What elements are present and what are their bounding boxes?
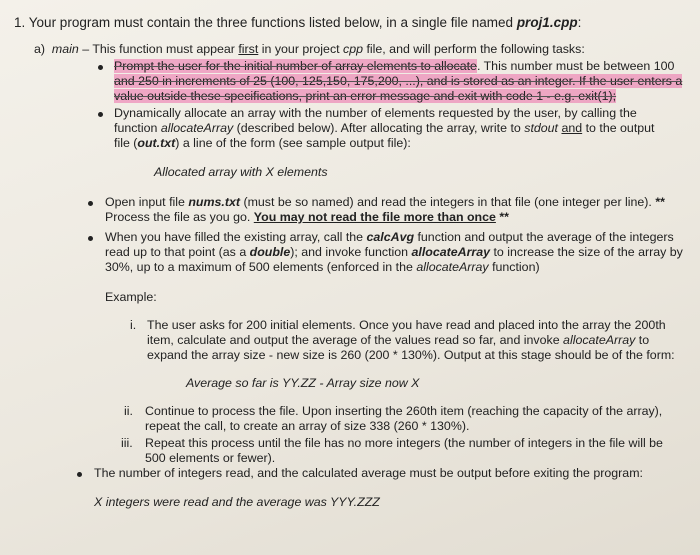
- bullet-3-line-2: Process the file as you go. You may not read the file more than once **: [105, 210, 509, 224]
- function-name: main: [51, 42, 79, 56]
- bullet-1-line-1: Prompt the user for the initial number of array elements to allocate. This number must be between 100: [114, 59, 675, 73]
- example-i-line-3: expand the array size - new size is 260 (200 * 130%). Output at this stage should be of the form:: [147, 348, 675, 362]
- bullet-icon: [88, 201, 93, 206]
- sample-output-average: Average so far is YY.ZZ - Array size now X: [186, 376, 420, 390]
- example-iii-line-1: Repeat this process until the file has no more integers (the number of integers in the file will be: [145, 436, 663, 450]
- question-number: 1.: [14, 15, 26, 30]
- part-letter: a): [34, 42, 46, 56]
- example-i-line-2: item, calculate and output the average of the values read so far, and invoke allocateArray to: [147, 333, 650, 347]
- bullet-3-line-1: Open input file nums.txt (must be so named) and read the integers in that file (one integer per line). **: [105, 195, 665, 209]
- filename: proj1.cpp: [516, 15, 578, 30]
- sample-output-final: X integers were read and the average was YYY.ZZZ: [94, 495, 380, 509]
- bullet-2-line-1: Dynamically allocate an array with the number of elements requested by the user, by calling the: [114, 106, 637, 120]
- sample-output-allocated: Allocated array with X elements: [154, 165, 328, 179]
- bullet-1-line-2: and 250 in increments of 25 (100, 125,150, 175,200, ...), and is stored as an integer. If the user enters a: [114, 74, 683, 88]
- example-label: Example:: [105, 290, 157, 304]
- example-ii-line-1: Continue to process the file. Upon inserting the 260th item (reaching the capacity of the array),: [145, 404, 663, 418]
- example-ii-line-2: repeat the call, to create an array of size 338 (260 * 130%).: [145, 419, 470, 433]
- bullet-4-line-3: 30%, up to a maximum of 500 elements (enforced in the allocateArray function): [105, 260, 540, 274]
- bullet-icon: [98, 112, 103, 117]
- example-iii-line-2: 500 elements or fewer).: [145, 451, 276, 465]
- bullet-1-line-3: value outside these specifications, print an error message and exit with code 1 - e.g. exit(1);: [114, 89, 617, 103]
- part-a-heading: a) main – This function must appear first in your project cpp file, and will perform the following tasks:: [34, 42, 585, 56]
- bullet-4-line-1: When you have filled the existing array, call the calcAvg function and output the average of the integers: [105, 230, 674, 244]
- bullet-2-line-2: function allocateArray (described below). After allocating the array, write to stdout and to the output: [114, 121, 655, 135]
- list-number: iii.: [121, 436, 133, 450]
- question-heading: 1. Your program must contain the three functions listed below, in a single file named proj1.cpp:: [14, 15, 582, 30]
- bullet-icon: [98, 65, 103, 70]
- bullet-5-line-1: The number of integers read, and the calculated average must be output before exiting the program:: [94, 466, 643, 480]
- list-number: i.: [130, 318, 137, 332]
- bullet-icon: [77, 472, 82, 477]
- bullet-4-line-2: read up to that point (as a double); and invoke function allocateArray to increase the size of the array by: [105, 245, 683, 259]
- bullet-2-line-3: file (out.txt) a line of the form (see sample output file):: [114, 136, 411, 150]
- list-number: ii.: [124, 404, 133, 418]
- bullet-icon: [88, 236, 93, 241]
- example-i-line-1: The user asks for 200 initial elements. Once you have read and placed into the array the 200th: [147, 318, 666, 332]
